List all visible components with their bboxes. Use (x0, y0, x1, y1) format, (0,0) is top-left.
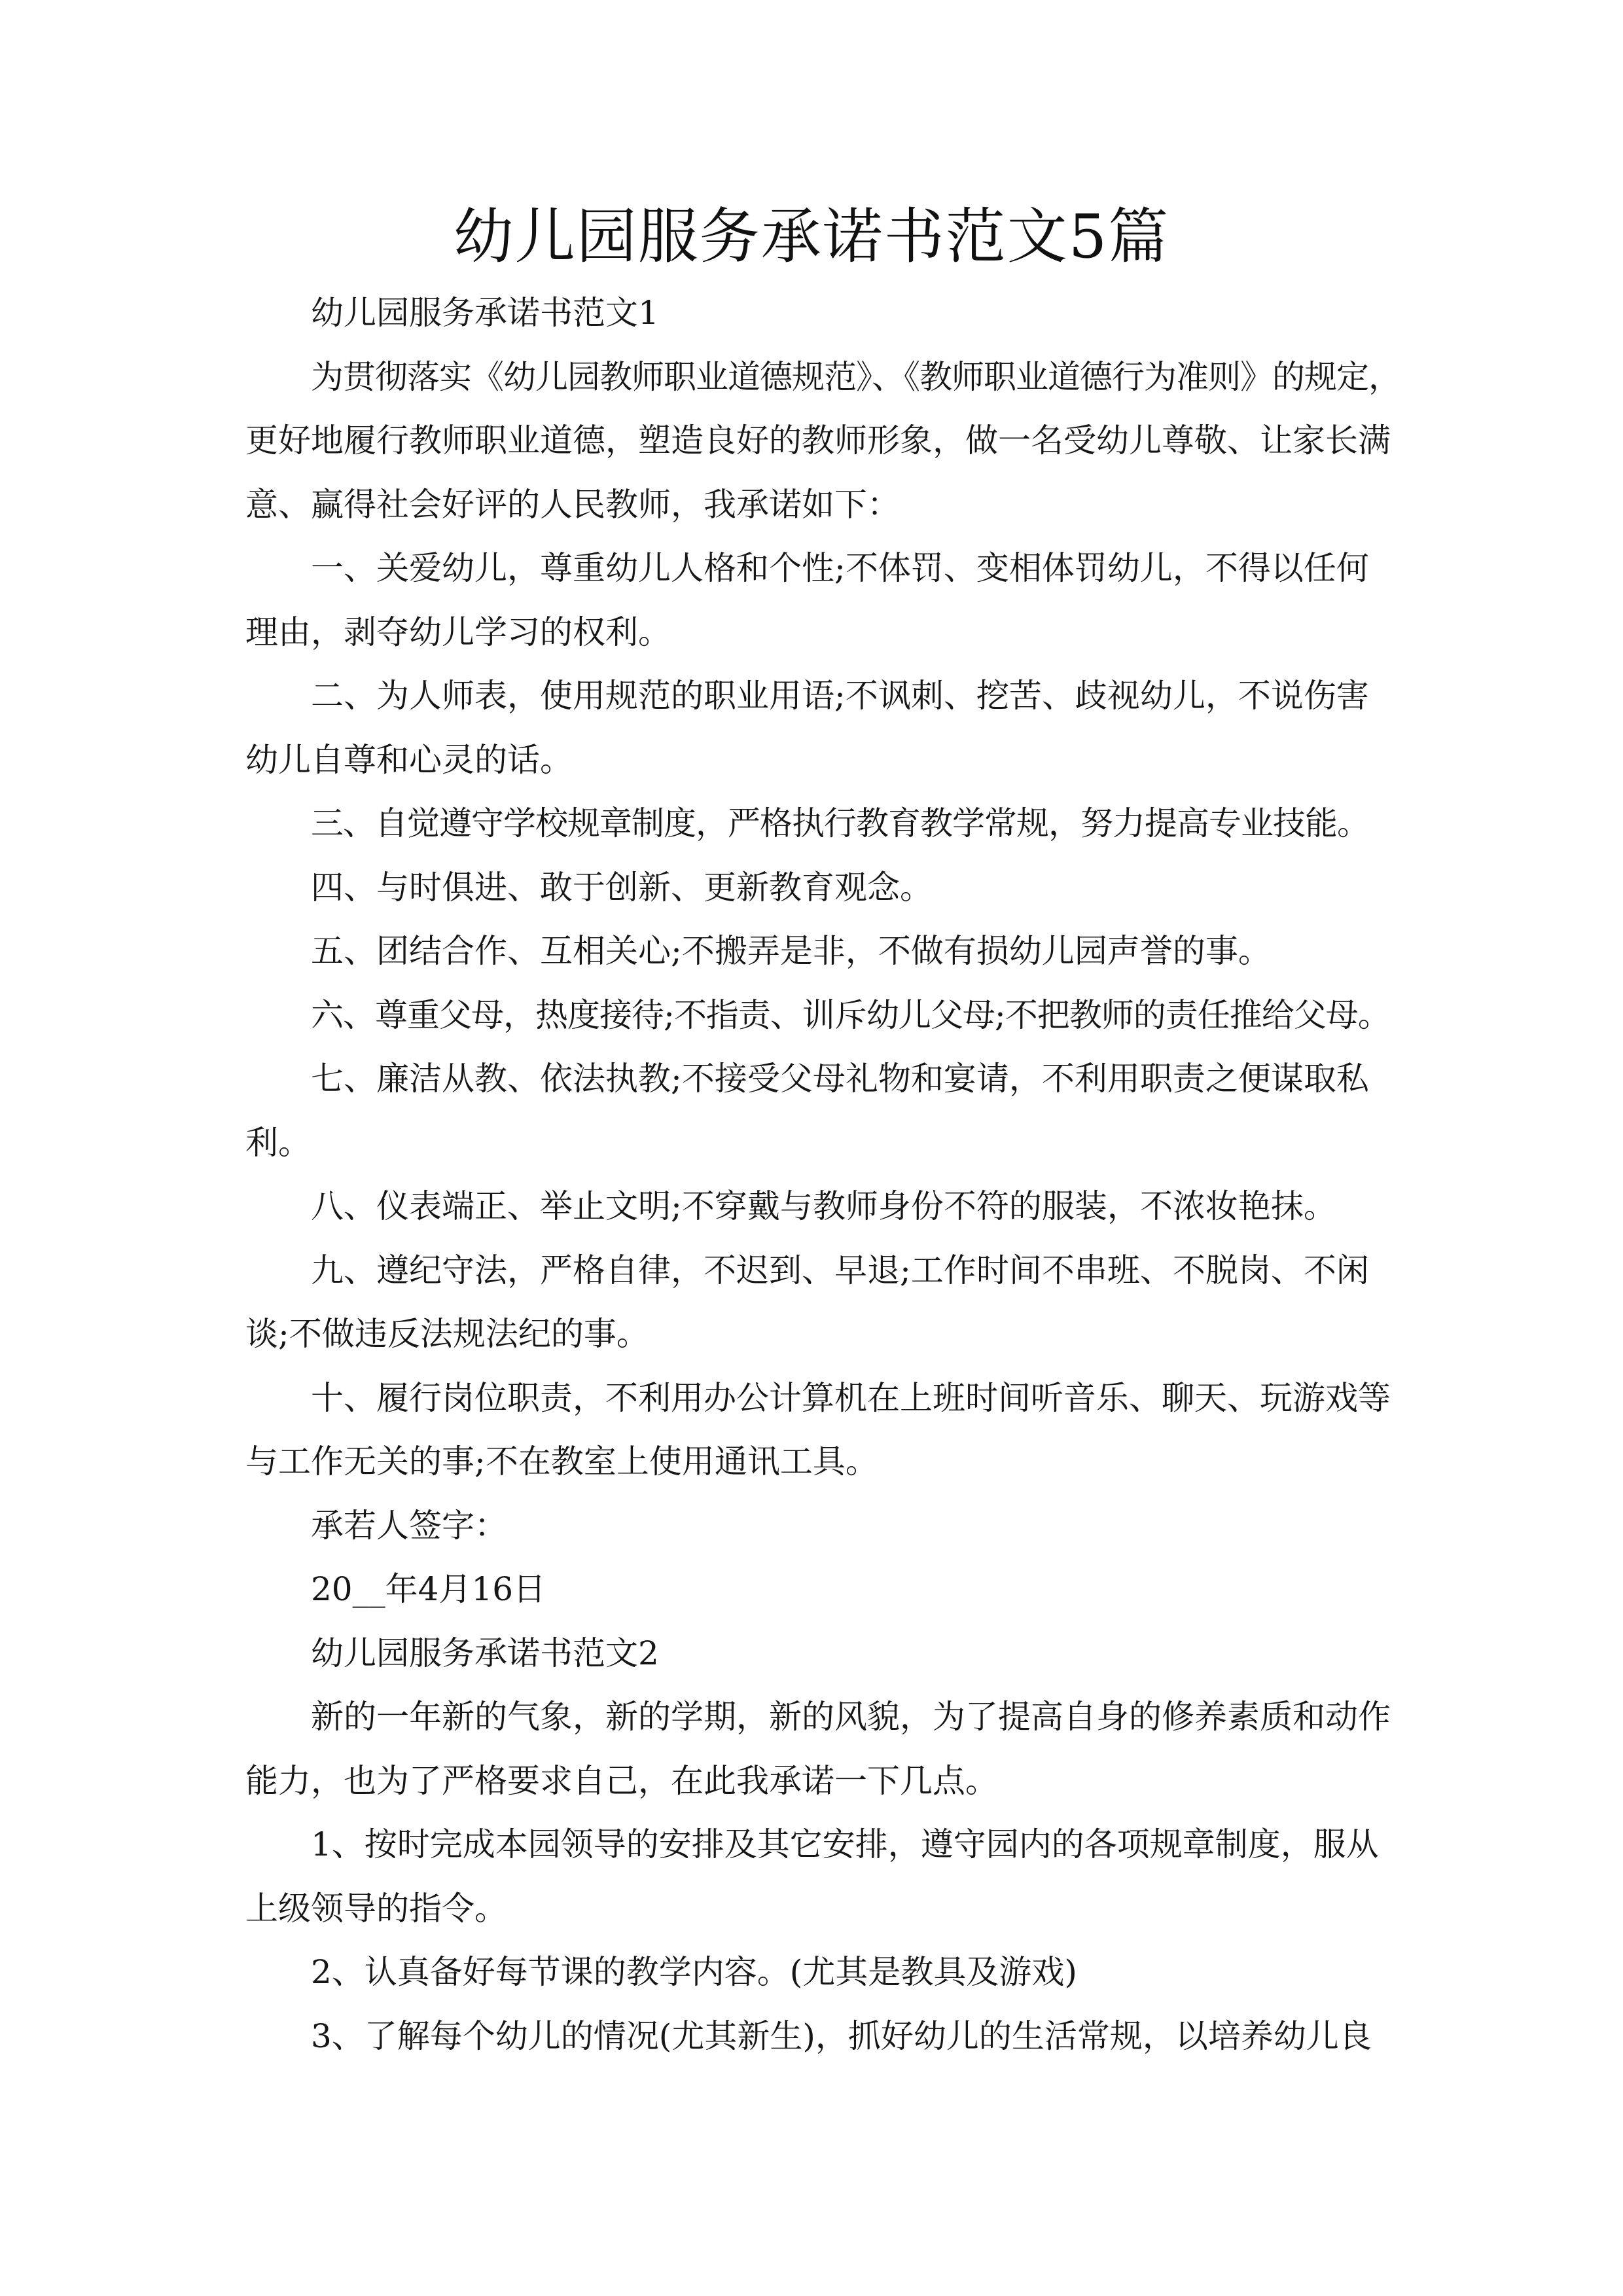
pledge-item-1-cont: 理由，剥夺幼儿学习的权利。 (245, 613, 671, 651)
section-heading-1: 幼儿园服务承诺书范文1 (311, 294, 659, 332)
pledge-item-2-cont: 幼儿自尊和心灵的话。 (245, 740, 573, 779)
pledge-item-10-cont: 与工作无关的事;不在教室上使用通讯工具。 (245, 1443, 878, 1480)
paragraph-line: 更好地履行教师职业道德，塑造良好的教师形象，做一名受幼儿尊敬、让家长满 (245, 422, 1391, 459)
document-body (245, 281, 1400, 2068)
list-item-2: 2、认真备好每节课的教学内容。(尤其是教具及游戏) (311, 1953, 1077, 1991)
pledge-item-9: 九、遵纪守法，严格自律，不迟到、早退;工作时间不串班、不脱岗、不闲 (311, 1251, 1369, 1289)
list-item-1-cont: 上级领导的指令。 (245, 1889, 507, 1928)
list-item-3: 3、了解每个幼儿的情况(尤其新生)，抓好幼儿的生活常规，以培养幼儿良 (311, 2017, 1372, 2055)
paragraph-line: 能力，也为了严格要求自己，在此我承诺一下几点。 (245, 1761, 998, 1800)
pledge-item-6: 六、尊重父母，热度接待;不指责、训斥幼儿父母;不把教师的责任推给父母。 (311, 996, 1390, 1034)
section-heading-2: 幼儿园服务承诺书范文2 (311, 1634, 659, 1672)
pledge-item-2: 二、为人师表，使用规范的职业用语;不讽刺、挖苦、歧视幼儿，不说伤害 (311, 677, 1369, 715)
paragraph-line: 为贯彻落实《幼儿园教师职业道德规范》、《教师职业道德行为准则》的规定， (311, 357, 1400, 396)
page-title: 幼儿园服务承诺书范文5篇 (453, 202, 1170, 272)
paragraph-line: 新的一年新的气象，新的学期，新的风貌，为了提高自身的修养素质和动作 (311, 1698, 1391, 1736)
pledge-item-1: 一、关爱幼儿，尊重幼儿人格和个性;不体罚、变相体罚幼儿，不得以任何 (311, 549, 1369, 587)
pledge-item-5: 五、团结合作、互相关心;不搬弄是非，不做有损幼儿园声誉的事。 (311, 932, 1271, 970)
list-item-1: 1、按时完成本园领导的安排及其它安排，遵守园内的各项规章制度，服从 (311, 1825, 1379, 1863)
signature-label: 承若人签字： (311, 1506, 507, 1545)
pledge-item-8: 八、仪表端正、举止文明;不穿戴与教师身份不符的服装，不浓妆艳抹。 (311, 1187, 1336, 1225)
date-line: 20__年4月16日 (311, 1570, 546, 1608)
paragraph-line: 意、赢得社会好评的人民教师，我承诺如下： (245, 485, 900, 524)
pledge-item-7: 七、廉洁从教、依法执教;不接受父母礼物和宴请，不利用职责之便谋取私 (311, 1060, 1369, 1098)
pledge-item-10: 十、履行岗位职责，不利用办公计算机在上班时间听音乐、聊天、玩游戏等 (311, 1378, 1391, 1417)
pledge-item-4: 四、与时俱进、敢于创新、更新教育观念。 (311, 868, 933, 906)
pledge-item-9-cont: 谈;不做违反法规法纪的事。 (245, 1315, 649, 1353)
pledge-item-3: 三、自觉遵守学校规章制度，严格执行教育教学常规，努力提高专业技能。 (311, 804, 1369, 842)
pledge-item-7-cont: 利。 (245, 1123, 311, 1162)
